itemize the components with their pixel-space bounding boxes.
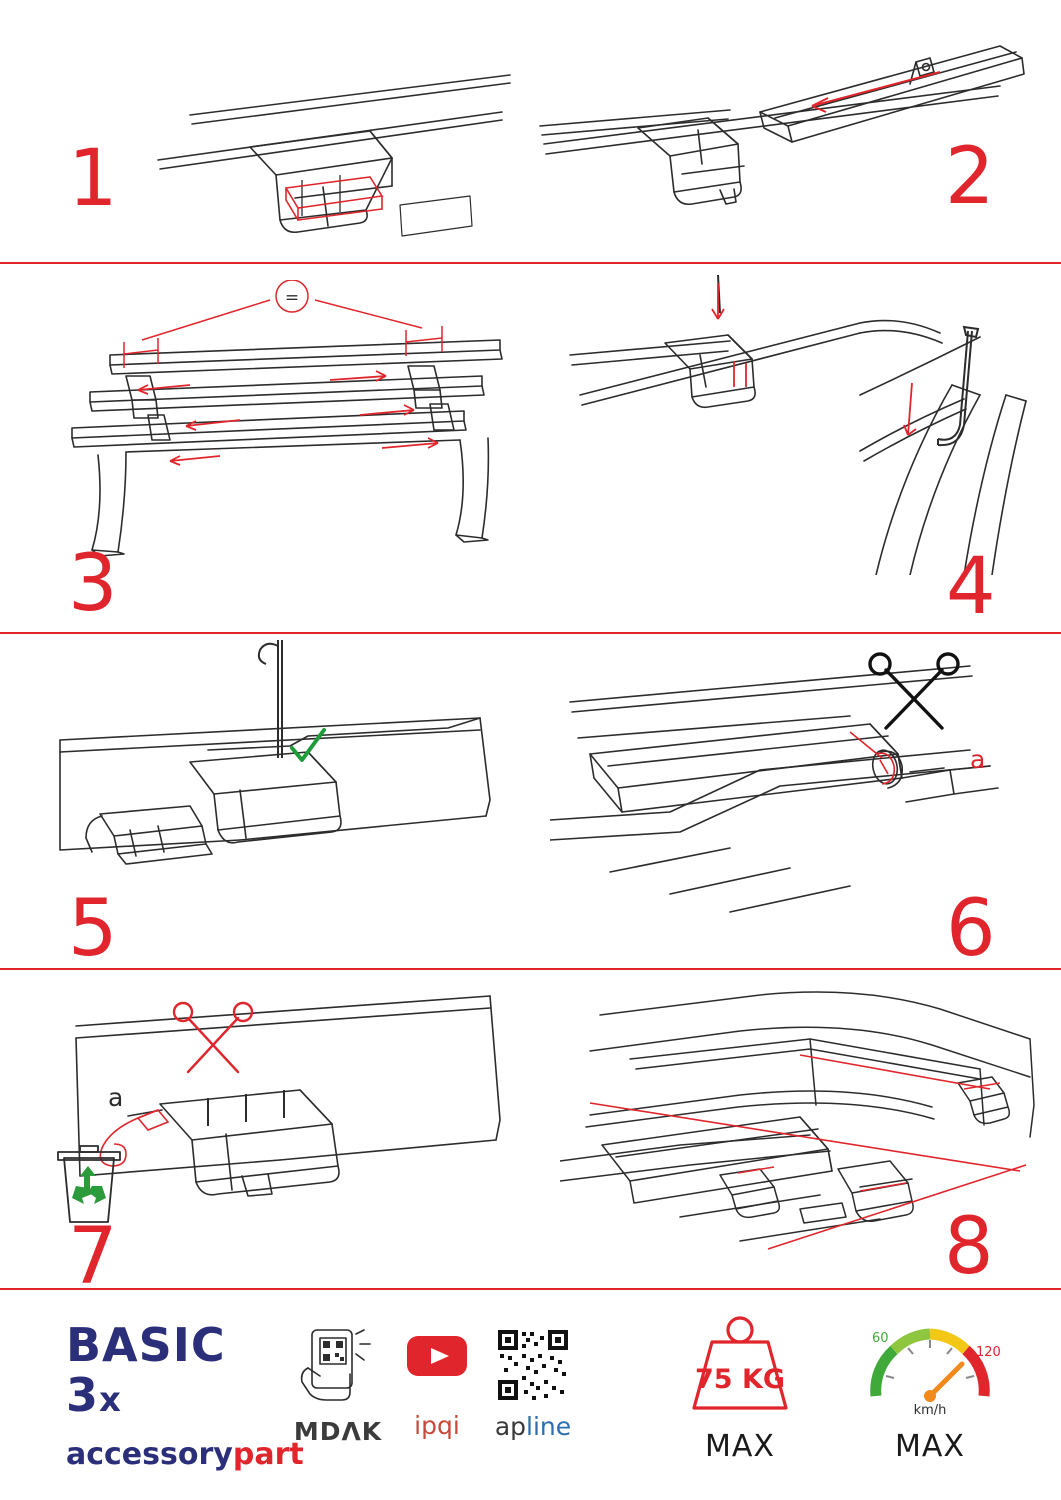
weight-icon [660, 1308, 820, 1418]
brand-basic-suffix: x [99, 1380, 122, 1420]
speed-unit: km/h [913, 1403, 947, 1418]
max-speed-block [850, 1306, 1010, 1464]
step-1-number: 1 [68, 134, 118, 224]
speedometer-icon [850, 1306, 1010, 1418]
strip-label-a: a [970, 745, 986, 774]
step-4-number: 4 [946, 542, 996, 632]
youtube-icon [395, 1328, 479, 1382]
mdak-label: MDΛK [293, 1417, 383, 1446]
brand-part-text: part [232, 1437, 304, 1472]
step-3-illustration [30, 280, 545, 560]
qr-code-icon [496, 1328, 570, 1402]
max-weight-value: 75 KG [694, 1364, 786, 1395]
step-4-illustration [560, 275, 1050, 575]
brand-basic-text: BASIC 3 [66, 1318, 226, 1422]
speed-tick-low: 60 [872, 1331, 889, 1346]
hand-phone-qr-icon [286, 1328, 390, 1402]
max-speed-label: MAX [895, 1429, 965, 1464]
equal-annotation: = [284, 288, 300, 308]
apline-label-prefix: ap [494, 1412, 527, 1441]
brand-basic-title [66, 1320, 286, 1425]
max-weight-block [660, 1308, 820, 1464]
apline-label-suffix: line [526, 1412, 572, 1441]
step-5-number: 5 [68, 884, 118, 974]
brand-accessory-text: accessory [66, 1437, 233, 1472]
step-6-number: 6 [946, 884, 996, 974]
step-2-number: 2 [945, 132, 995, 222]
divider-row-2 [0, 632, 1061, 634]
step-7-number: 7 [68, 1212, 118, 1302]
speed-tick-high: 120 [976, 1345, 1001, 1360]
step-3-number: 3 [68, 539, 118, 629]
footer [0, 1292, 1061, 1500]
ipqi-logo-block [395, 1328, 479, 1440]
brand-accessorypart [66, 1437, 304, 1472]
step-6-illustration [550, 642, 1050, 920]
strip-label-a-2: a [108, 1083, 124, 1112]
brand-block [66, 1318, 304, 1472]
mdak-logo-block [286, 1328, 390, 1446]
divider-row-1 [0, 262, 1061, 264]
max-weight-label: MAX [705, 1429, 775, 1464]
divider-row-3 [0, 968, 1061, 970]
divider-row-4 [0, 1288, 1061, 1290]
apline-logo-block [478, 1328, 588, 1441]
ipqi-label: ipqi [414, 1411, 460, 1440]
step-5-illustration [40, 640, 540, 920]
step-8-number: 8 [944, 1202, 994, 1292]
step-7-illustration [40, 980, 530, 1240]
apline-label [478, 1412, 588, 1441]
